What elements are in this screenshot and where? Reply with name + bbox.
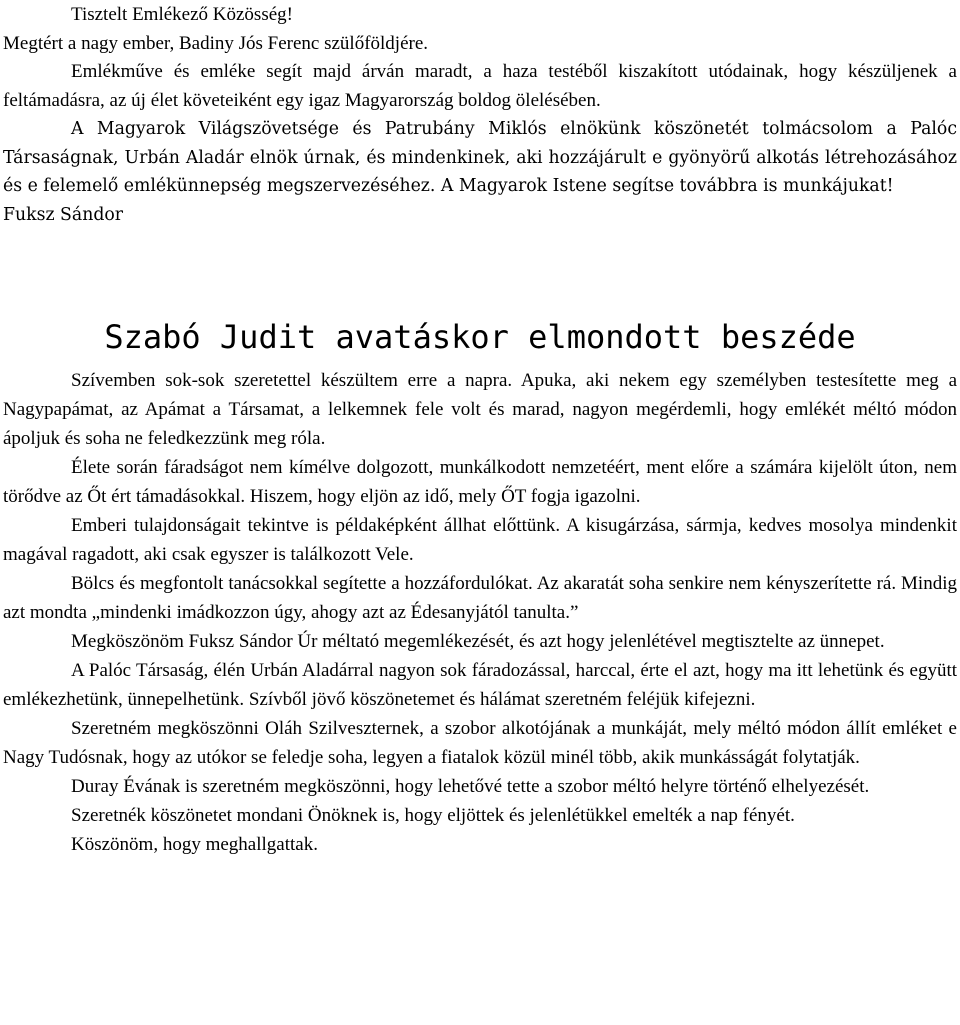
letter-greeting: Tisztelt Emlékező Közösség! (71, 4, 293, 25)
letter-signature: Fuksz Sándor (3, 204, 124, 225)
speech-paragraph: Szívemben sok-sok szeretettel készültem erre a napra. Apuka, aki nekem egy személyben testesítette meg a Nagypapámat, az Apámat a Társamat, a lelkemnek fele volt és marad, nagyon megérdemli, hogy emlékét méltó módon ápoljuk és soha ne feledkezzünk meg róla. (3, 370, 957, 449)
speech-section (3, 366, 957, 859)
letter-paragraph: Emlékműve és emléke segít majd árván maradt, a haza testéből kiszakított utódainak, hogy készüljenek a feltámadásra, az új élet követeiként egy igaz Magyarország boldog ölelésében. (3, 61, 957, 111)
speech-paragraph: A Palóc Társaság, élén Urbán Aladárral nagyon sok fáradozással, harccal, érte el azt, hogy ma itt lehetünk és együtt emlékezhetünk, ünnepelhetünk. Szívből jövő köszönetemet és hálámat szeretném feléjük kifejezni. (3, 660, 957, 710)
speech-paragraph: Bölcs és megfontolt tanácsokkal segítette a hozzáfordulókat. Az akaratát soha senkire nem kényszerítette rá. Mindig azt mondta „mindenki imádkozzon úgy, ahogy azt az Édesanyjától tanulta.” (3, 573, 957, 623)
letter-line: Megtért a nagy ember, Badiny Jós Ferenc szülőföldjére. (3, 32, 429, 54)
speech-paragraph: Duray Évának is szeretném megköszönni, hogy lehetővé tette a szobor méltó helyre történő elhelyezését. (71, 776, 870, 797)
speech-paragraph: Köszönöm, hogy meghallgattak. (71, 834, 318, 855)
speech-paragraph: Emberi tulajdonságait tekintve is példaképként állhat előttünk. A kisugárzása, sármja, kedves mosolya mindenkit magával ragadott, aki csak egyszer is találkozott Vele. (3, 515, 957, 565)
letter-section (3, 1, 957, 229)
speech-paragraph: Szeretném megköszönni Oláh Szilveszternek, a szobor alkotójának a munkáját, mely méltó módon állít emléket e Nagy Tudósnak, hogy az utókor se feledje soha, legyen a fiatalok közül minél több, akik munkásságát folytatják. (3, 718, 957, 768)
speech-paragraph: Szeretnék köszönetet mondani Önöknek is, hogy eljöttek és jelenlétükkel emelték a nap fényét. (71, 805, 795, 826)
letter-paragraph: A Magyarok Világszövetsége és Patrubány Miklós elnökünk köszönetét tolmácsolom a Palóc Társaságnak, Urbán Aladár elnök úrnak, és mindenkinek, aki hozzájárult e gyönyörű alkotás létrehozásához és e felemelő emlékünnepség megszervezéséhez. A Magyarok Istene segítse továbbra is munkájukat! (3, 119, 957, 196)
speech-title: Szabó Judit avatáskor elmondott beszéde (104, 318, 856, 357)
speech-paragraph: Élete során fáradságot nem kímélve dolgozott, munkálkodott nemzetéért, ment előre a számára kijelölt úton, nem törődve az Őt ért támadásokkal. Hiszem, hogy eljön az idő, mely ŐT fogja igazolni. (3, 457, 957, 507)
speech-paragraph: Megköszönöm Fuksz Sándor Úr méltató megemlékezését, és azt hogy jelenlétével megtisztelte az ünnepet. (71, 631, 885, 652)
